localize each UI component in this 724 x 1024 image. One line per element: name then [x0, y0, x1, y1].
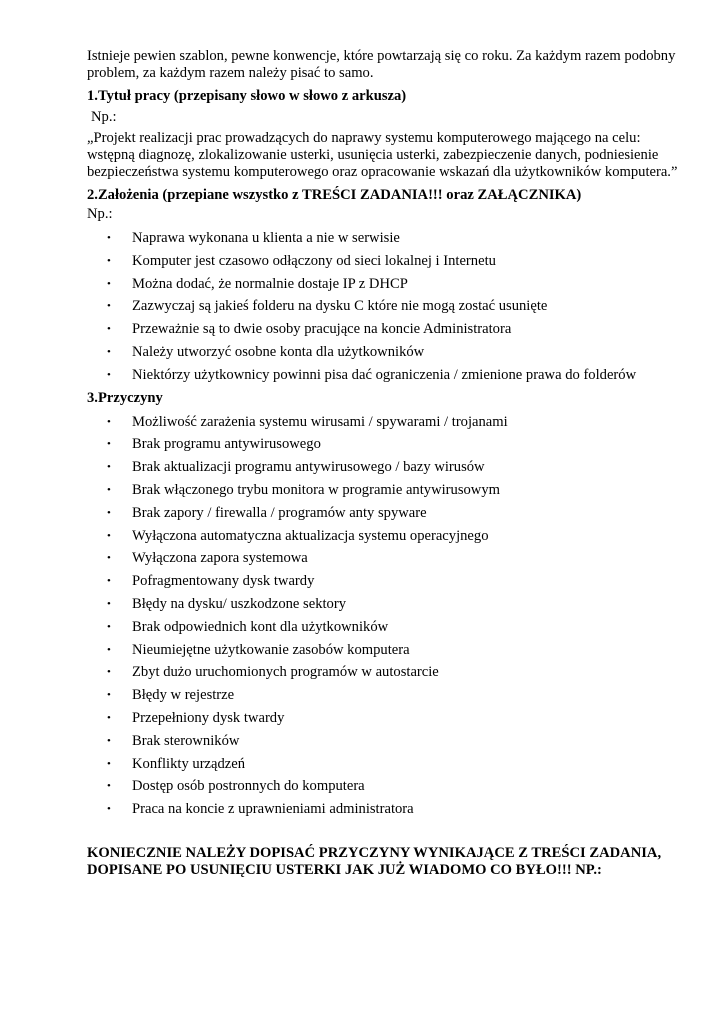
- bullet-icon: •: [107, 552, 111, 565]
- list-item: [87, 227, 687, 250]
- list-item-text: Możliwość zarażenia systemu wirusami / spywarami / trojanami: [132, 413, 508, 430]
- list-item-text: Wyłączona automatyczna aktualizacja systemu operacyjnego: [132, 527, 489, 544]
- section-3-heading: 3.Przyczyny: [87, 389, 163, 406]
- list-item-text: Pofragmentowany dysk twardy: [132, 573, 315, 590]
- list-item: [87, 479, 687, 502]
- list-item: [87, 547, 687, 570]
- bullet-icon: •: [107, 689, 111, 702]
- bullet-icon: •: [107, 620, 111, 633]
- list-item-text: Przeważnie są to dwie osoby pracujące na koncie Administratora: [132, 321, 512, 338]
- list-item-text: Nieumiejętne użytkowanie zasobów komputera: [132, 641, 410, 658]
- list-item: [87, 318, 687, 341]
- bullet-icon: •: [107, 506, 111, 519]
- list-item-text: Można dodać, że normalnie dostaje IP z DHCP: [132, 275, 408, 292]
- list-item-text: Brak programu antywirusowego: [132, 436, 321, 453]
- list-item: [87, 364, 687, 387]
- bullet-icon: •: [107, 277, 111, 290]
- list-item-text: Brak odpowiednich kont dla użytkowników: [132, 618, 389, 635]
- bullet-icon: •: [107, 254, 111, 267]
- list-item-text: Brak sterowników: [132, 732, 240, 749]
- bullet-icon: •: [107, 597, 111, 610]
- bullet-icon: •: [107, 529, 111, 542]
- list-item-text: Należy utworzyć osobne konta dla użytkowników: [132, 343, 425, 360]
- list-item-text: Błędy w rejestrze: [132, 687, 235, 704]
- list-item: [87, 456, 687, 479]
- document-page: [87, 48, 687, 879]
- bullet-icon: •: [107, 323, 111, 336]
- list-item: [87, 775, 687, 798]
- bullet-icon: •: [107, 345, 111, 358]
- list-item: [87, 753, 687, 776]
- list-item: [87, 502, 687, 525]
- list-item: [87, 798, 687, 821]
- section-1-example-label: Np.:: [91, 109, 117, 125]
- list-item: [87, 411, 687, 434]
- bullet-icon: •: [107, 803, 111, 816]
- bullet-icon: •: [107, 711, 111, 724]
- list-item: [87, 295, 687, 318]
- list-item-text: Przepełniony dysk twardy: [132, 709, 285, 726]
- list-item-text: Praca na koncie z uprawnieniami administratora: [132, 801, 414, 818]
- bullet-icon: •: [107, 300, 111, 313]
- bullet-icon: •: [107, 780, 111, 793]
- section-1-example-title: „Projekt realizacji prac prowadzących do naprawy systemu komputerowego mającego na celu: wstępną diagnozę, zlokalizowanie usterki, usunięcia usterki, zabezpieczenie danych, podniesienie bezpieczeństwa systemu komputerowego oraz opracowanie wskazań dla użytkowników komputera.”: [87, 130, 678, 180]
- bullet-icon: •: [107, 438, 111, 451]
- bullet-icon: •: [107, 415, 111, 428]
- list-item-text: Konflikty urządzeń: [132, 755, 246, 772]
- list-item-text: Błędy na dysku/ uszkodzone sektory: [132, 595, 347, 612]
- intro-paragraph: Istnieje pewien szablon, pewne konwencje, które powtarzają się co roku. Za każdym razem podobny problem, za każdym razem należy pisać to samo.: [87, 48, 676, 81]
- list-item: [87, 341, 687, 364]
- list-item-text: Brak włączonego trybu monitora w programie antywirusowym: [132, 481, 500, 498]
- section-2-list: [87, 227, 687, 387]
- bullet-icon: •: [107, 483, 111, 496]
- list-item-text: Komputer jest czasowo odłączony od sieci lokalnej i Internetu: [132, 252, 496, 269]
- bullet-icon: •: [107, 461, 111, 474]
- list-item: [87, 433, 687, 456]
- bullet-icon: •: [107, 575, 111, 588]
- bullet-icon: •: [107, 368, 111, 381]
- list-item-text: Brak aktualizacji programu antywirusowego / bazy wirusów: [132, 459, 485, 476]
- section-1-heading: 1.Tytuł pracy (przepisany słowo w słowo z arkusza): [87, 88, 407, 104]
- list-item: [87, 525, 687, 548]
- bullet-icon: •: [107, 757, 111, 770]
- list-item-text: Dostęp osób postronnych do komputera: [132, 778, 365, 795]
- list-item-text: Wyłączona zapora systemowa: [132, 550, 308, 567]
- list-item: [87, 250, 687, 273]
- list-item: [87, 639, 687, 662]
- list-item: [87, 661, 687, 684]
- list-item-text: Zbyt dużo uruchomionych programów w autostarcie: [132, 664, 439, 681]
- list-item: [87, 570, 687, 593]
- section-2-heading: 2.Założenia (przepiane wszystko z TREŚCI ZADANIA!!! oraz ZAŁĄCZNIKA): [87, 187, 582, 203]
- list-item: [87, 730, 687, 753]
- section-3-list: [87, 411, 687, 821]
- bullet-icon: •: [107, 232, 111, 244]
- list-item-text: Niektórzy użytkownicy powinni pisa dać ograniczenia / zmienione prawa do folderów: [132, 366, 637, 383]
- bullet-icon: •: [107, 643, 111, 656]
- list-item-text: Brak zapory / firewalla / programów anty spyware: [132, 504, 427, 521]
- bullet-icon: •: [107, 734, 111, 747]
- list-item: [87, 707, 687, 730]
- list-item-text: Zazwyczaj są jakieś folderu na dysku C które nie mogą zostać usunięte: [132, 298, 548, 315]
- list-item: [87, 684, 687, 707]
- list-item: [87, 616, 687, 639]
- bullet-icon: •: [107, 666, 111, 679]
- list-item: [87, 593, 687, 616]
- list-item-text: Naprawa wykonana u klienta a nie w serwisie: [132, 230, 400, 246]
- final-note: KONIECZNIE NALEŻY DOPISAĆ PRZYCZYNY WYNIKAJĄCE Z TREŚCI ZADANIA, DOPISANE PO USUNIĘCIU USTERKI JAK JUŻ WIADOMO CO BYŁO!!! NP.:: [87, 844, 662, 878]
- list-item: [87, 273, 687, 296]
- section-2-example-label: Np.:: [87, 206, 113, 222]
